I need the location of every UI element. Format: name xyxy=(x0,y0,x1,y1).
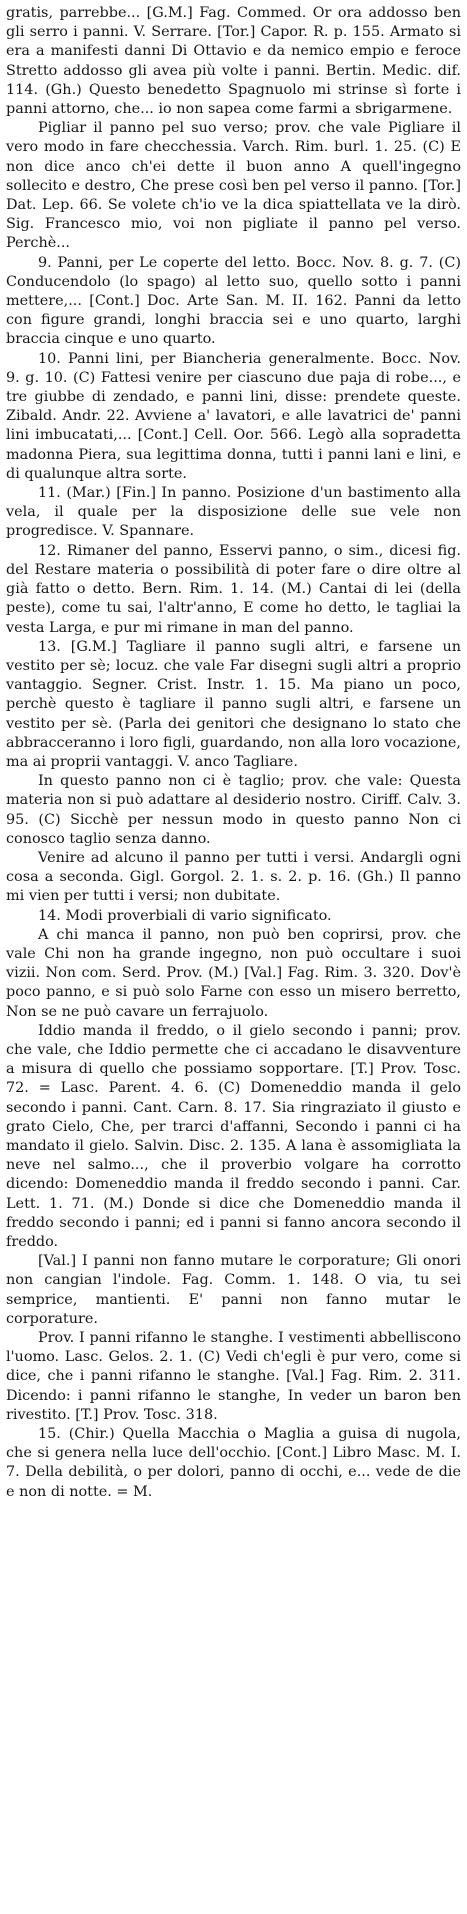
entry-paragraph: 12. Rimaner del panno, Esservi panno, o sim., dicesi fig. del Restare materia o possibilità di poter fare o dire oltre al già fatto o detto. Bern. Rim. 1. 14. (M.) Cantai di lei (della peste), come tu sai, l'altr'anno, E come ho detto, le tagliai la vesta Larga, e pur mi rimane in man del panno. xyxy=(6,542,461,636)
entry-paragraph: A chi manca il panno, non può ben coprirsi, prov. che vale Chi non ha grande ingegno, non può occultare i suoi vizii. Non com. Serd. Prov. (M.) [Val.] Fag. Rim. 3. 320. Dov'è poco panno, e si può solo Farne con esso un misero berretto, Non se ne può cavare un ferrajuolo. xyxy=(6,926,461,1020)
entry-paragraph: gratis, parrebbe... [G.M.] Fag. Commed. Or ora addosso ben gli serro i panni. V. Serrare. [Tor.] Capor. R. p. 155. Armato si era a manifesti danni Di Ottavio e da nemico empio e feroce Stretto addosso gli avea più volte i panni. Bertin. Medic. dif. 114. (Gh.) Questo benedetto Spagnuolo mi strinse sì forte i panni attorno, che... io non sapea come farmi a sbrigarmene. xyxy=(6,5,461,118)
entry-paragraph: 15. (Chir.) Quella Macchia o Maglia a guisa di nugola, che si genera nella luce dell'occhio. [Cont.] Libro Masc. M. I. 7. Della debilità, o per dolori, panno di occhi, e... vede de die e non di notte. = M. xyxy=(6,1426,461,1500)
entry-paragraph: Venire ad alcuno il panno per tutti i versi. Andargli ogni cosa a seconda. Gigl. Gorgol. 2. 1. s. 2. p. 16. (Gh.) Il panno mi vien per tutti i versi; non dubitate. xyxy=(6,849,461,905)
entry-paragraph: 13. [G.M.] Tagliare il panno sugli altri, e farsene un vestito per sè; locuz. che vale Far disegni sugli altri a proprio vantaggio. Segner. Crist. Instr. 1. 15. Ma piano un poco, perchè questo è tagliare il panno sugli altri, e farsene un vestito per sè. (Parla dei genitori che designano lo stato che abbracceranno i loro figli, guardando, non alla loro vocazione, ma ai proprii vantaggi. V. anco Tagliare. xyxy=(6,638,461,770)
entry-paragraph: 9. Panni, per Le coperte del letto. Bocc. Nov. 8. g. 7. (C) Conducendolo (lo spago) al letto suo, quello sotto i panni mettere,... [Cont.] Doc. Arte San. M. II. 162. Panni da letto con figure grandi, longhi braccia sei e uno quarto, larghi braccia cinque e uno quarto. xyxy=(6,254,461,348)
entry-paragraph: Prov. I panni rifanno le stanghe. I vestimenti abbelliscono l'uomo. Lasc. Gelos. 2. 1. (C) Vedi ch'egli è pur vero, come si dice, che i panni rifanno le stanghe. [Val.] Fag. Rim. 2. 311. Dicendo: i panni rifanno le stanghe, In veder un baron ben rivestito. [T.] Prov. Tosc. 318. xyxy=(6,1330,461,1423)
entry-paragraph: Pigliar il panno pel suo verso; prov. che vale Pigliare il vero modo in fare checchessia. Varch. Rim. burl. 1. 25. (C) E non dice anco ch'ei dette il buon anno A quell'ingegno sollecito e destro, Che prese così ben pel verso il panno. [Tor.] Dat. Lep. 66. Se volete ch'io ve la dica spiattellata ve la dirò. Sig. Francesco mio, voi non pigliate il panno pel verso. Perchè... xyxy=(6,120,461,252)
entry-paragraph: 10. Panni lini, per Biancheria generalmente. Bocc. Nov. 9. g. 10. (C) Fattesi venire per ciascuno due paja di robe..., e tre giubbe di zendado, e panni lini, disse: prendete queste. Zibald. Andr. 22. Avviene a' lavatori, e alle lavatrici de' panni lini imbucatati,... [Cont.] Cell. Oor. 566. Legò alla sopradetta madonna Piera, sua legittima donna, tutti i panni lani e lini, e di qualunque altra sorte. xyxy=(6,350,461,482)
entry-paragraph: 11. (Mar.) [Fin.] In panno. Posizione d'un bastimento alla vela, il quale per la disposizione delle sue vele non progredisce. V. Spannare. xyxy=(6,485,461,540)
entry-paragraph: 14. Modi proverbiali di vario significato. xyxy=(38,907,332,924)
entry-paragraph: Iddio manda il freddo, o il gielo secondo i panni; prov. che vale, che Iddio permette che ci accadano le disavventure a misura di quello che possiamo sopportare. [T.] Prov. Tosc. 72. = Lasc. Parent. 4. 6. (C) Domeneddio manda il gelo secondo i panni. Cant. Carn. 8. 17. Sia ringraziato il giusto e grato Cielo, Che, per trarci d'affanni, Secondo i panni ci ha mandato il gielo. Salvin. Disc. 2. 135. A lana è assomigliata la neve nel salmo..., che il proverbio volgare ha corrotto dicendo: Domeneddio manda il freddo secondo i panni. Car. Lett. 1. 71. (M.) Donde si dice che Domeneddio manda il freddo secondo i panni; ed i panni si fanno ancora secondo il freddo. xyxy=(6,1022,461,1250)
entry-paragraph: [Val.] I panni non fanno mutare le corporature; Gli onori non cangian l'indole. Fag. Comm. 1. 148. O via, tu sei semprice, mantienti. E' panni non fanno mutar le corporature. xyxy=(6,1253,461,1327)
entry-paragraph: In questo panno non ci è taglio; prov. che vale: Questa materia non si può adattare al desiderio nostro. Ciriff. Calv. 3. 95. (C) Sicchè per nessun modo in questo panno Non ci conosco taglio senza danno. xyxy=(6,773,461,847)
